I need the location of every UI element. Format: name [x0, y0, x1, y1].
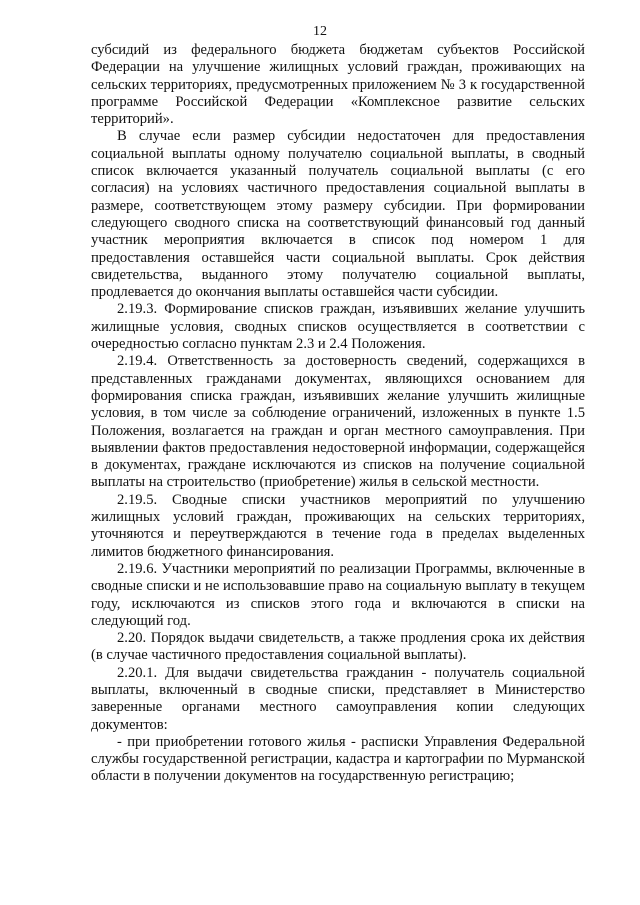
document-body	[91, 42, 585, 786]
paragraph-2-20-1: 2.20.1. Для выдачи свидетельства гражданин - получатель социальной выплаты, включенный в сводные списки, представляет в Министерство заверенные органами местного самоуправления копии следующих документов:	[91, 664, 585, 733]
paragraph-2-19-3: 2.19.3. Формирование списков граждан, изъявивших желание улучшить жилищные условия, сводных списков осуществляется в соответствии с очередностью согласно пунктам 2.3 и 2.4 Положения.	[91, 301, 585, 353]
paragraph-2-19-6: 2.19.6. Участники мероприятий по реализации Программы, включенные в сводные списки и не использовавшие право на социальную выплату в текущем году, исключаются из списков этого года и включаются в списки на следующий год.	[91, 560, 585, 629]
paragraph-2-19-4: 2.19.4. Ответственность за достоверность сведений, содержащихся в представленных гражданами документах, являющихся основанием для формирования списка граждан, изъявивших желание улучшить жилищные условия, в том числе за соблюдение ограничений, изложенных в пункте 1.5 Положения, возлагается на граждан и орган местного самоуправления. При выявлении фактов предоставления недостоверной информации, содержащейся в документах, граждане исключаются из списков на получение социальной выплаты на строительство (приобретение) жилья в сельской местности.	[91, 353, 585, 491]
paragraph-subsidy-insufficient: В случае если размер субсидии недостаточен для предоставления социальной выплаты одному получателю социальной выплаты, в сводный список включается указанный получатель социальной выплаты (с его согласия) на условиях частичного предоставления социальной выплаты в размере, соответствующем этому размеру субсидии. При формировании следующего сводного списка на соответствующий финансовый год данный участник мероприятия включается в список под номером 1 для предоставления оставшейся части социальной выплаты. Срок действия свидетельства, выданного этому получателю социальной выплаты, продлевается до окончания выплаты оставшейся части субсидии.	[91, 128, 585, 301]
paragraph-continuation: субсидий из федерального бюджета бюджетам субъектов Российской Федерации на улучшение жилищных условий граждан, проживающих на сельских территориях, предусмотренных приложением № 3 к государственной программе Российской Федерации «Комплексное развитие сельских территорий».	[91, 42, 585, 128]
paragraph-list-item: - при приобретении готового жилья - расписки Управления Федеральной службы государственной регистрации, кадастра и картографии по Мурманской области в получении документов на государственную регистрацию;	[91, 733, 585, 785]
paragraph-2-19-5: 2.19.5. Сводные списки участников мероприятий по улучшению жилищных условий граждан, проживающих на сельских территориях, уточняются и переутверждаются в течение года в пределах выделенных лимитов бюджетного финансирования.	[91, 491, 585, 560]
page-number: 12	[313, 24, 327, 39]
paragraph-2-20: 2.20. Порядок выдачи свидетельств, а также продления срока их действия (в случае частичного предоставления социальной выплаты).	[91, 630, 585, 664]
